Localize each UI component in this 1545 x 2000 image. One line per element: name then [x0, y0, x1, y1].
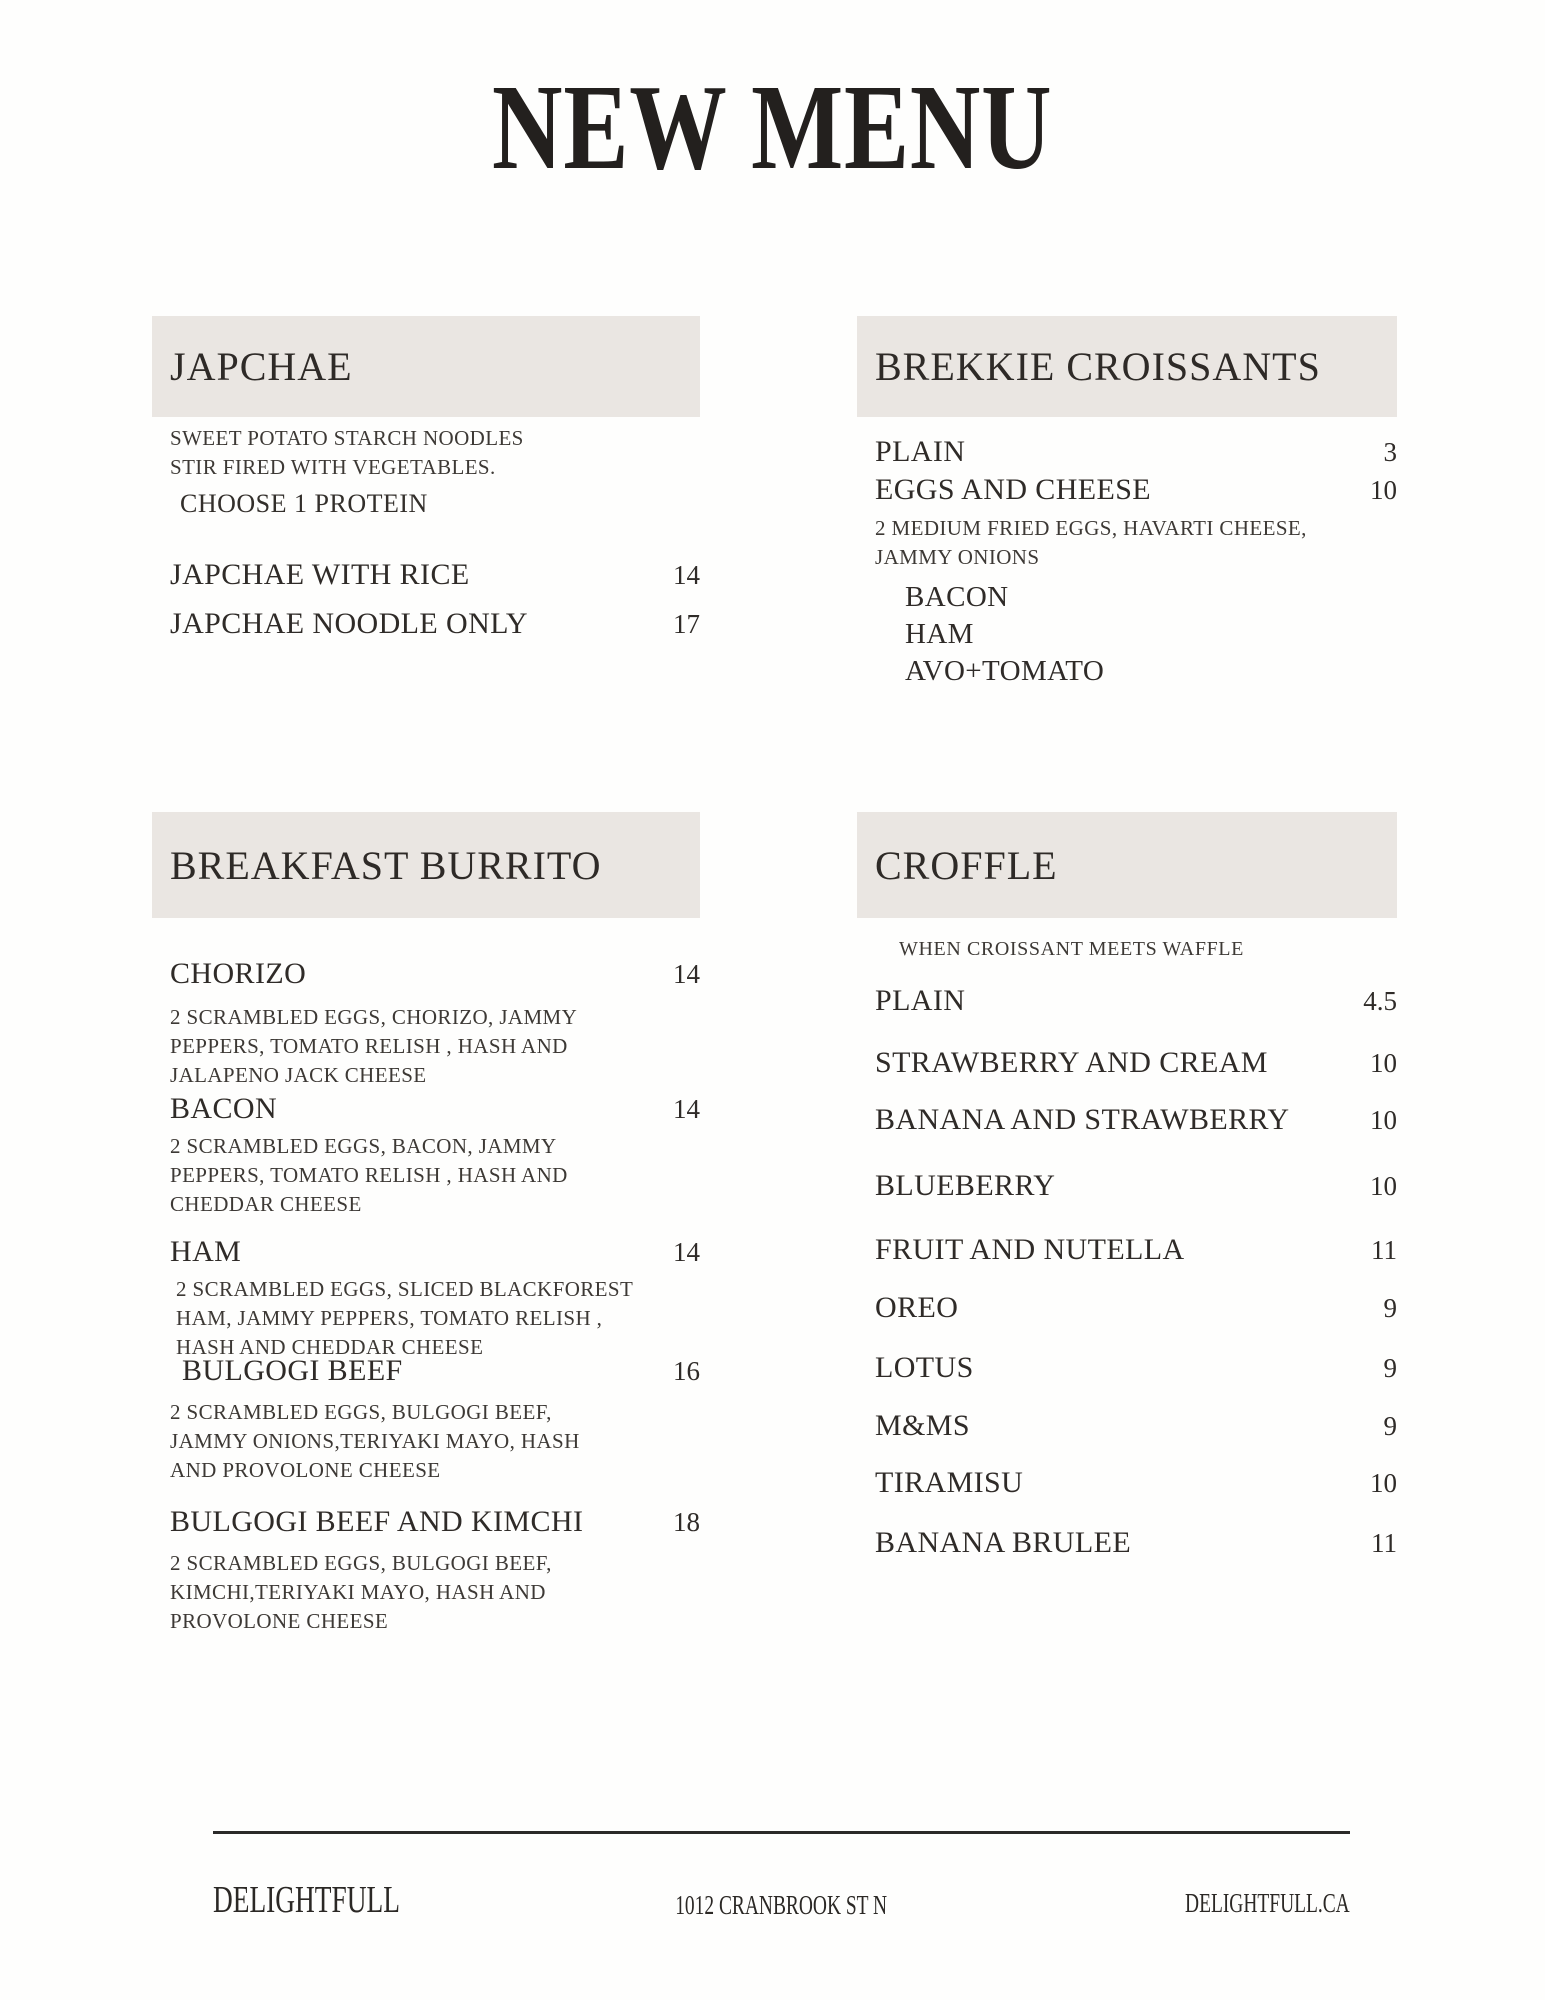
brekkie-options [857, 579, 1104, 690]
menu-item [152, 607, 700, 641]
menu-item [857, 1169, 1397, 1203]
item-description-line: 2 SCRAMBLED EGGS, BULGOGI BEEF, [170, 1400, 552, 1424]
option-bacon: BACON [905, 581, 1009, 613]
item-price: 4.5 [1363, 986, 1397, 1016]
menu-item [857, 1046, 1397, 1080]
item-description-line: 2 SCRAMBLED EGGS, CHORIZO, JAMMY [170, 1005, 578, 1029]
footer-website [1121, 1888, 1350, 1919]
item-description-line: 2 SCRAMBLED EGGS, BACON, JAMMY [170, 1134, 557, 1158]
item-name: PLAIN [875, 435, 966, 468]
croffle-tagline: WHEN CROISSANT MEETS WAFFLE [899, 938, 1244, 960]
item-price: 14 [673, 560, 700, 590]
item-description-line: PROVOLONE CHEESE [170, 1609, 389, 1633]
footer-website-text: DELIGHTFULL.CA [1185, 1888, 1350, 1918]
item-name: BACON [170, 1092, 278, 1125]
menu-item [857, 435, 1397, 469]
item-name: HAM [170, 1235, 242, 1268]
right-column [857, 0, 1397, 2000]
item-price: 9 [1383, 1411, 1397, 1441]
menu-item [152, 1505, 700, 1636]
item-description-line: HASH AND CHEDDAR CHEESE [176, 1335, 484, 1359]
item-name: PLAIN [875, 984, 966, 1017]
item-description-line: 2 SCRAMBLED EGGS, SLICED BLACKFOREST [176, 1277, 634, 1301]
section-title-japchae: JAPCHAE [170, 344, 353, 389]
japchae-description [170, 424, 524, 482]
item-price: 10 [1370, 475, 1397, 505]
option-ham: HAM [905, 618, 974, 650]
section-title-burrito: BREAKFAST BURRITO [170, 842, 602, 888]
item-description-line: JALAPENO JACK CHEESE [170, 1063, 427, 1087]
menu-item [152, 1092, 700, 1219]
section-header-burrito [152, 812, 700, 918]
menu-item [857, 1466, 1397, 1500]
item-description-line: 2 SCRAMBLED EGGS, BULGOGI BEEF, [170, 1551, 552, 1575]
item-price: 11 [1371, 1235, 1397, 1265]
item-name: CHORIZO [170, 957, 307, 990]
option-avo-tomato: AVO+TOMATO [905, 655, 1105, 687]
footer-address-text: 1012 CRANBROOK ST N [675, 1890, 888, 1920]
item-description-line: HAM, JAMMY PEPPERS, TOMATO RELISH , [176, 1306, 603, 1330]
japchae-description-line1: SWEET POTATO STARCH NOODLES [170, 426, 524, 450]
item-price: 14 [673, 1237, 700, 1267]
item-description-line: PEPPERS, TOMATO RELISH , HASH AND [170, 1034, 568, 1058]
item-price: 9 [1383, 1293, 1397, 1323]
item-name: EGGS AND CHEESE [875, 473, 1152, 506]
section-header-croffle [857, 812, 1397, 918]
item-price: 10 [1370, 1048, 1397, 1078]
item-name: M&MS [875, 1409, 970, 1442]
menu-item [152, 1235, 700, 1362]
item-description [152, 1275, 700, 1362]
item-price: 14 [673, 959, 700, 989]
item-name: STRAWBERRY AND CREAM [875, 1046, 1268, 1079]
item-description-line: AND PROVOLONE CHEESE [170, 1458, 441, 1482]
item-description-line: KIMCHI,TERIYAKI MAYO, HASH AND [170, 1580, 546, 1604]
item-description-line: PEPPERS, TOMATO RELISH , HASH AND [170, 1163, 568, 1187]
brekkie-description-line2: JAMMY ONIONS [875, 545, 1040, 569]
item-price: 10 [1370, 1105, 1397, 1135]
item-price: 11 [1371, 1528, 1397, 1558]
footer-brand-text: DELIGHTFULL [213, 1879, 400, 1921]
left-column [152, 0, 700, 2000]
menu-item [857, 1233, 1397, 1267]
menu-item [857, 1526, 1397, 1560]
item-description [152, 1003, 700, 1090]
item-price: 3 [1383, 437, 1397, 467]
brekkie-description [875, 514, 1307, 572]
item-description [152, 1549, 700, 1636]
section-header-japchae [152, 316, 700, 417]
menu-item [152, 1354, 700, 1485]
item-name: BANANA BRULEE [875, 1526, 1132, 1559]
menu-item [857, 1291, 1397, 1325]
item-name: LOTUS [875, 1351, 974, 1384]
section-title-croffle: CROFFLE [875, 842, 1058, 888]
item-description [152, 1398, 700, 1485]
item-name: TIRAMISU [875, 1466, 1024, 1499]
menu-item [857, 984, 1397, 1018]
item-price: 10 [1370, 1468, 1397, 1498]
menu-item [857, 473, 1397, 507]
item-name: JAPCHAE NOODLE ONLY [170, 607, 528, 640]
item-name: JAPCHAE WITH RICE [170, 558, 470, 591]
section-title-brekkie: BREKKIE CROISSANTS [875, 344, 1321, 389]
japchae-note: CHOOSE 1 PROTEIN [180, 489, 428, 518]
item-price: 9 [1383, 1353, 1397, 1383]
menu-item [857, 1103, 1397, 1137]
footer-divider [213, 1831, 1350, 1834]
item-price: 10 [1370, 1171, 1397, 1201]
menu-item [152, 957, 700, 1090]
item-description-line: CHEDDAR CHEESE [170, 1192, 362, 1216]
item-price: 14 [673, 1094, 700, 1124]
menu-item [152, 558, 700, 592]
item-price: 18 [673, 1507, 700, 1537]
japchae-description-line2: STIR FIRED WITH VEGETABLES. [170, 455, 496, 479]
item-price: 17 [673, 609, 700, 639]
page-title-text: NEW MENU [492, 60, 1053, 195]
brekkie-description-line1: 2 MEDIUM FRIED EGGS, HAVARTI CHEESE, [875, 516, 1307, 540]
menu-item [857, 1409, 1397, 1443]
item-name: BANANA AND STRAWBERRY [875, 1103, 1290, 1136]
item-description [152, 1132, 700, 1219]
menu-item [857, 1351, 1397, 1385]
item-name: OREO [875, 1291, 959, 1324]
item-name: BULGOGI BEEF [182, 1354, 403, 1387]
item-name: BULGOGI BEEF AND KIMCHI [170, 1505, 584, 1538]
item-name: FRUIT AND NUTELLA [875, 1233, 1185, 1266]
item-price: 16 [673, 1356, 700, 1386]
item-description-line: JAMMY ONIONS,TERIYAKI MAYO, HASH [170, 1429, 580, 1453]
item-name: BLUEBERRY [875, 1169, 1056, 1202]
section-header-brekkie [857, 316, 1397, 417]
